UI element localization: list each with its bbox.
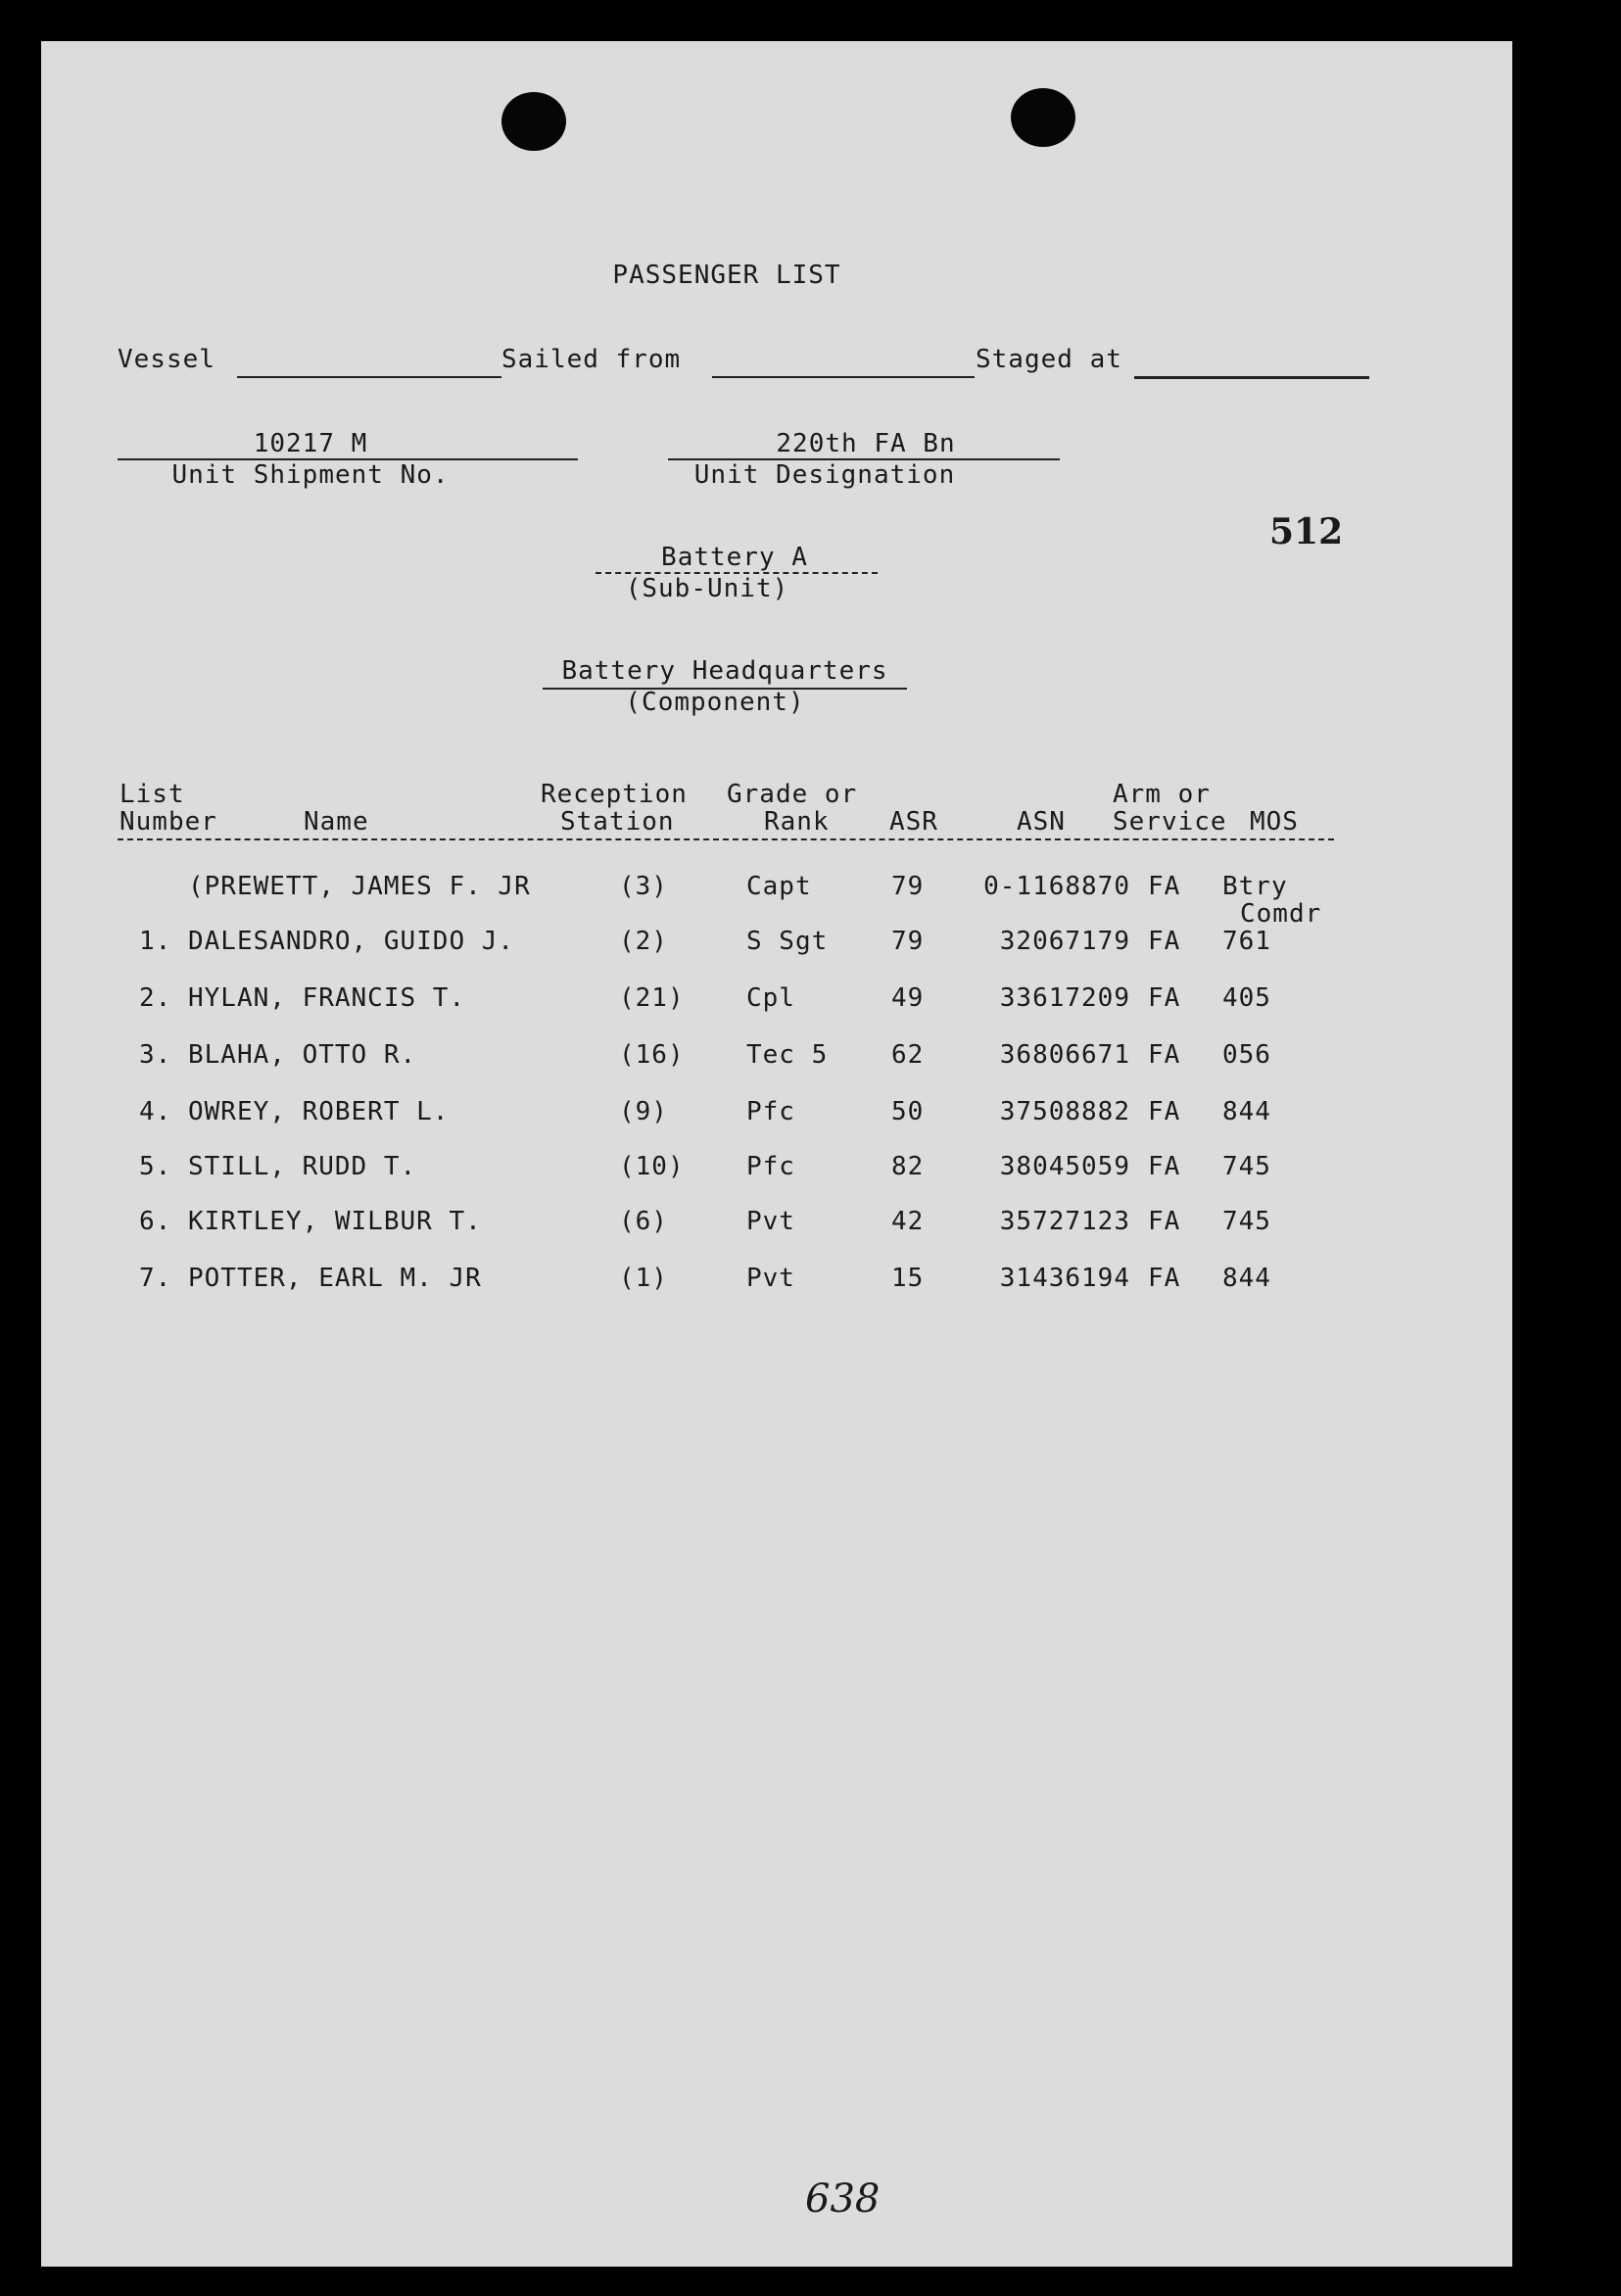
cell-mos: 745	[1222, 1207, 1271, 1236]
cell-name: HYLAN, FRANCIS T.	[188, 983, 466, 1013]
cell-arm: FA	[1148, 1207, 1181, 1236]
cell-asn: 37508882	[999, 1097, 1130, 1126]
cell-asn: 38045059	[999, 1152, 1130, 1181]
cell-num: 5.	[139, 1152, 172, 1181]
unit-shipment-label: Unit Shipment No.	[171, 460, 450, 490]
unit-designation-label: Unit Designation	[693, 460, 956, 490]
handwritten-number: 638	[805, 2176, 881, 2222]
component: Battery Headquarters	[561, 656, 888, 686]
cell-grade: Cpl	[746, 983, 795, 1013]
cell-name: BLAHA, OTTO R.	[188, 1040, 417, 1070]
header-mos: MOS	[1250, 807, 1299, 837]
cell-grade: Capt	[746, 872, 812, 901]
cell-station: (9)	[619, 1097, 668, 1126]
cell-num: 7.	[139, 1264, 172, 1293]
header-grade-2: Rank	[764, 807, 830, 837]
cell-grade: Tec 5	[746, 1040, 829, 1070]
header-asr: ASR	[889, 807, 938, 837]
cell-name: DALESANDRO, GUIDO J.	[188, 927, 515, 956]
component-label: (Component)	[625, 688, 805, 717]
cell-grade: Pvt	[746, 1264, 795, 1293]
cell-asn: 36806671	[999, 1040, 1130, 1070]
cell-grade: Pfc	[746, 1097, 795, 1126]
cell-name: POTTER, EARL M. JR	[188, 1264, 482, 1293]
cell-asn: 35727123	[999, 1207, 1130, 1236]
header-asn: ASN	[1017, 807, 1066, 837]
cell-station: (10)	[619, 1152, 685, 1181]
header-list-number: List	[119, 780, 185, 809]
cell-asn: 33617209	[999, 983, 1130, 1013]
header-grade: Grade or	[727, 780, 858, 809]
sailed-from-blank	[712, 376, 975, 378]
cell-asr: 49	[891, 983, 925, 1013]
cell-num: 4.	[139, 1097, 172, 1126]
cell-station: (3)	[619, 872, 668, 901]
cell-asr: 15	[891, 1264, 925, 1293]
cell-asr: 42	[891, 1207, 925, 1236]
cell-grade: S Sgt	[746, 927, 829, 956]
cell-mos: 844	[1222, 1264, 1271, 1293]
header-reception: Reception	[541, 780, 688, 809]
document-page	[41, 41, 1512, 2267]
cell-name: (PREWETT, JAMES F. JR	[188, 872, 531, 901]
cell-arm: FA	[1148, 1152, 1181, 1181]
cell-station: (1)	[619, 1264, 668, 1293]
vessel-label: Vessel	[118, 345, 215, 374]
sub-unit-label: (Sub-Unit)	[625, 574, 789, 603]
header-rule	[118, 838, 1334, 840]
cell-arm: FA	[1148, 1040, 1181, 1070]
staged-at-label: Staged at	[976, 345, 1122, 374]
cell-mos: Btry	[1222, 872, 1288, 901]
cell-asr: 82	[891, 1152, 925, 1181]
cell-asr: 50	[891, 1097, 925, 1126]
cell-arm: FA	[1148, 1097, 1181, 1126]
cell-asn: 32067179	[999, 927, 1130, 956]
cell-name: KIRTLEY, WILBUR T.	[188, 1207, 482, 1236]
cell-name: OWREY, ROBERT L.	[188, 1097, 450, 1126]
cell-num: 1.	[139, 927, 172, 956]
unit-designation: 220th FA Bn	[776, 429, 956, 458]
staged-at-blank	[1134, 376, 1369, 379]
cell-station: (2)	[619, 927, 668, 956]
cell-asr: 79	[891, 872, 925, 901]
cell-grade: Pfc	[746, 1152, 795, 1181]
cell-mos: 056	[1222, 1040, 1271, 1070]
header-arm: Arm or	[1113, 780, 1211, 809]
vessel-blank	[237, 376, 501, 378]
cell-arm: FA	[1148, 927, 1181, 956]
page-title: PASSENGER LIST	[612, 261, 841, 290]
cell-arm: FA	[1148, 983, 1181, 1013]
cell-asn: 31436194	[999, 1264, 1130, 1293]
cell-asr: 62	[891, 1040, 925, 1070]
cell-num: 2.	[139, 983, 172, 1013]
cell-num: 3.	[139, 1040, 172, 1070]
cell-station: (21)	[619, 983, 685, 1013]
cell-mos2: Comdr	[1240, 899, 1322, 929]
sailed-from-label: Sailed from	[501, 345, 682, 374]
unit-shipment-number: 10217 M	[253, 429, 368, 458]
header-reception-2: Station	[560, 807, 675, 837]
cell-station: (16)	[619, 1040, 685, 1070]
page-number-stamp: 512	[1269, 511, 1344, 552]
cell-mos: 761	[1222, 927, 1271, 956]
header-list-number-2: Number	[119, 807, 217, 837]
cell-arm: FA	[1148, 1264, 1181, 1293]
cell-arm: FA	[1148, 872, 1181, 901]
cell-grade: Pvt	[746, 1207, 795, 1236]
cell-asn: 0-1168870	[983, 872, 1130, 901]
cell-num: 6.	[139, 1207, 172, 1236]
header-arm-2: Service	[1113, 807, 1227, 837]
header-name: Name	[304, 807, 369, 837]
cell-mos: 745	[1222, 1152, 1271, 1181]
cell-mos: 405	[1222, 983, 1271, 1013]
cell-station: (6)	[619, 1207, 668, 1236]
punch-hole-left	[501, 92, 566, 151]
punch-hole-right	[1011, 88, 1075, 147]
sub-unit: Battery A	[661, 543, 808, 572]
cell-mos: 844	[1222, 1097, 1271, 1126]
cell-name: STILL, RUDD T.	[188, 1152, 417, 1181]
cell-asr: 79	[891, 927, 925, 956]
